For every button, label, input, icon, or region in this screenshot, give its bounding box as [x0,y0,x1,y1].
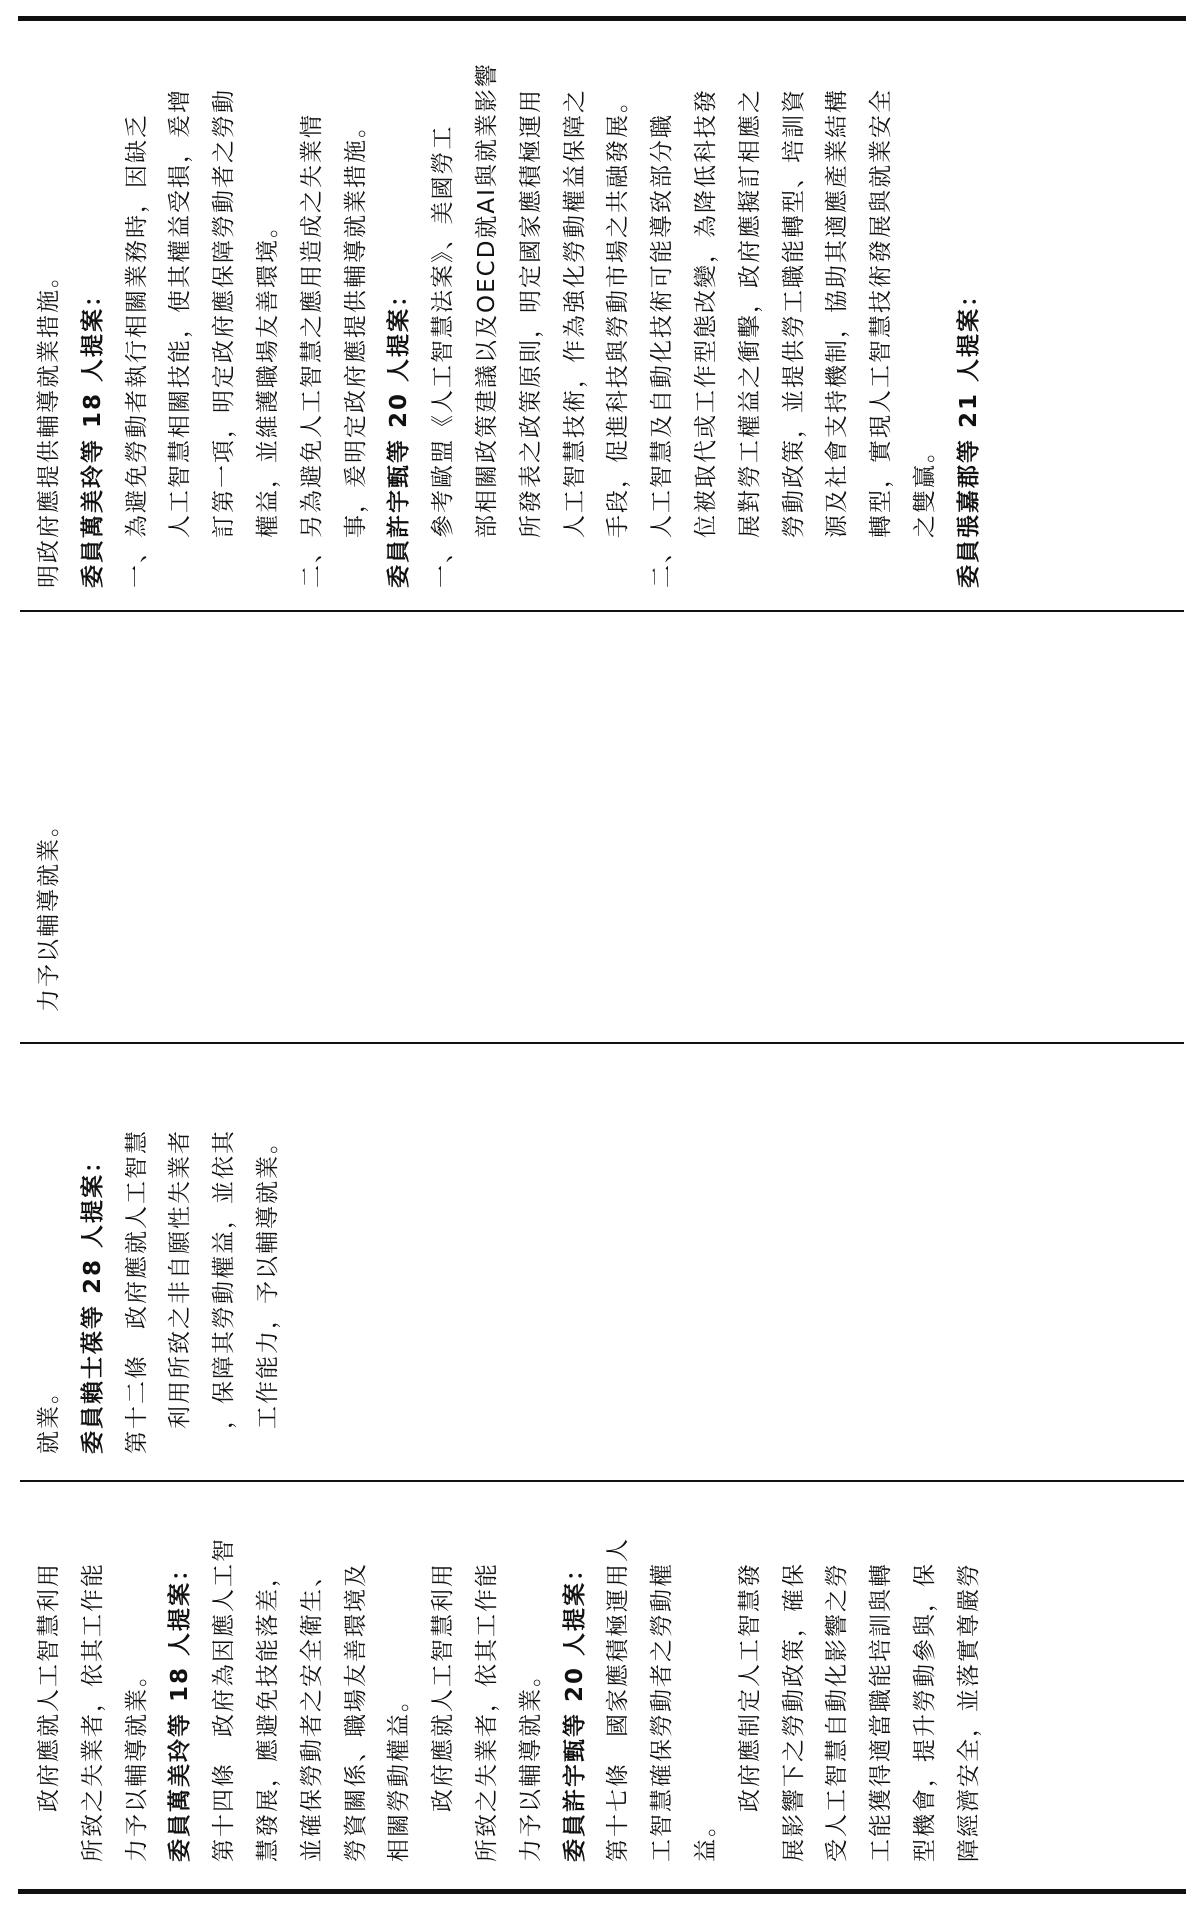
s2-line-1: 就業。 [36,1379,62,1454]
s4-line-9: 委員許宇甄等 20 人提案： [386,281,413,588]
s4-line-12: 所發表之政策原則，明定國家應積極運用 [517,88,544,588]
s4-line-16: 位被取代或工作型態改變，為降低科技發 [693,88,719,588]
s4-line-2: 委員萬美玲等 18 人提案： [79,281,106,588]
section-divider-1 [20,1480,1184,1482]
s1-line-1: 政府應就人工智慧利用 [36,1562,62,1862]
s2-line-3: 第十二條 政府應就人工智慧 [123,1129,150,1454]
s1-line-9: 相關勞動權益。 [386,1687,413,1862]
top-border-rule [18,16,1186,21]
section-passed-text [20,622,1184,1032]
s4-line-18: 勞動政策，並提供勞工職能轉型、培訓資 [780,88,807,588]
section-divider-3 [20,610,1184,612]
s2-line-2: 委員賴士葆等 28 人提案： [79,1147,106,1454]
s2-line-4: 利用所致之非自願性失業者 [167,1129,194,1454]
s1-line-14: 第十七條 國家應積極運用人 [605,1537,632,1862]
s4-line-20: 轉型，實現人工智慧技術發展與就業安全 [868,88,895,588]
s1-line-6: 慧發展，應避免技能落差， [255,1562,281,1862]
section-committee-text [20,1054,1184,1474]
s1-line-21: 型機會，提升勞動參與，保 [912,1562,938,1862]
section-current-text [20,1492,1184,1882]
s2-line-6: 工作能力，予以輔導就業。 [255,1129,281,1454]
s1-line-11: 所致之失業者，依其工作能 [474,1562,500,1862]
section-explanation [20,28,1184,603]
s4-line-15: 二、人工智慧及自動化技術可能導致部分職 [649,113,676,588]
s1-line-2: 所致之失業者，依其工作能 [79,1562,106,1862]
s2-line-5: ，保障其勞動權益，並依其 [211,1129,238,1454]
s1-line-7: 並確保勞動者之安全衛生、 [298,1562,325,1862]
s4-line-22: 委員張嘉郡等 21 人提案： [955,281,982,588]
s4-line-21: 之雙贏。 [912,438,938,588]
s1-line-22: 障經濟安全，並落實尊嚴勞 [955,1562,982,1862]
s4-line-4: 人工智慧相關技能，使其權益受損，爰增 [167,88,194,588]
s4-line-1: 明政府應提供輔導就業措施。 [36,263,62,588]
s4-line-8: 事，爰明定政府應提供輔導就業措施。 [342,113,369,588]
s4-line-14: 手段，促進科技與勞動市場之共融發展。 [605,88,632,588]
s4-line-19: 源及社會支持機制，協助其適應產業結構 [824,88,851,588]
s4-line-10: 一、參考歐盟《人工智慧法案》、美國勞工 [430,124,457,588]
s1-line-19: 受人工智慧自動化影響之勞 [824,1562,851,1862]
bottom-border-rule [18,1889,1186,1894]
s1-line-3: 力予以輔導就業。 [123,1662,150,1862]
s3-line-1: 力予以輔導就業。 [36,812,62,1012]
s4-line-6: 權益，並維護職場友善環境。 [255,213,281,588]
s4-line-7: 二、另為避免人工智慧之應用造成之失業情 [298,113,325,588]
s1-line-16: 益。 [693,1812,719,1862]
s1-line-4: 委員萬美玲等 18 人提案： [167,1555,194,1862]
s4-line-5: 訂第一項，明定政府應保障勞動者之勞動 [211,88,238,588]
s1-line-15: 工智慧確保勞動者之勞動權 [649,1562,676,1862]
s1-line-12: 力予以輔導就業。 [517,1662,544,1862]
s1-line-8: 勞資關係、職場友善環境及 [342,1562,369,1862]
section-divider-2 [20,1042,1184,1044]
s4-line-13: 人工智慧技術，作為強化勞動權益保障之 [561,88,588,588]
s1-line-13: 委員許宇甄等 20 人提案： [561,1555,588,1862]
s4-line-11: 部相關政策建議以及OECD就AI與就業影響 [474,62,500,588]
s1-line-17: 政府應制定人工智慧發 [736,1562,763,1862]
s1-line-10: 政府應就人工智慧利用 [430,1562,457,1862]
s1-line-5: 第十四條 政府為因應人工智 [211,1537,238,1862]
s4-line-17: 展對勞工權益之衝擊，政府應擬訂相應之 [736,88,763,588]
s4-line-3: 一、為避免勞動者執行相關業務時，因缺乏 [123,113,150,588]
s1-line-20: 工能獲得適當職能培訓與轉 [868,1562,895,1862]
s1-line-18: 展影響下之勞動政策，確保 [780,1562,807,1862]
